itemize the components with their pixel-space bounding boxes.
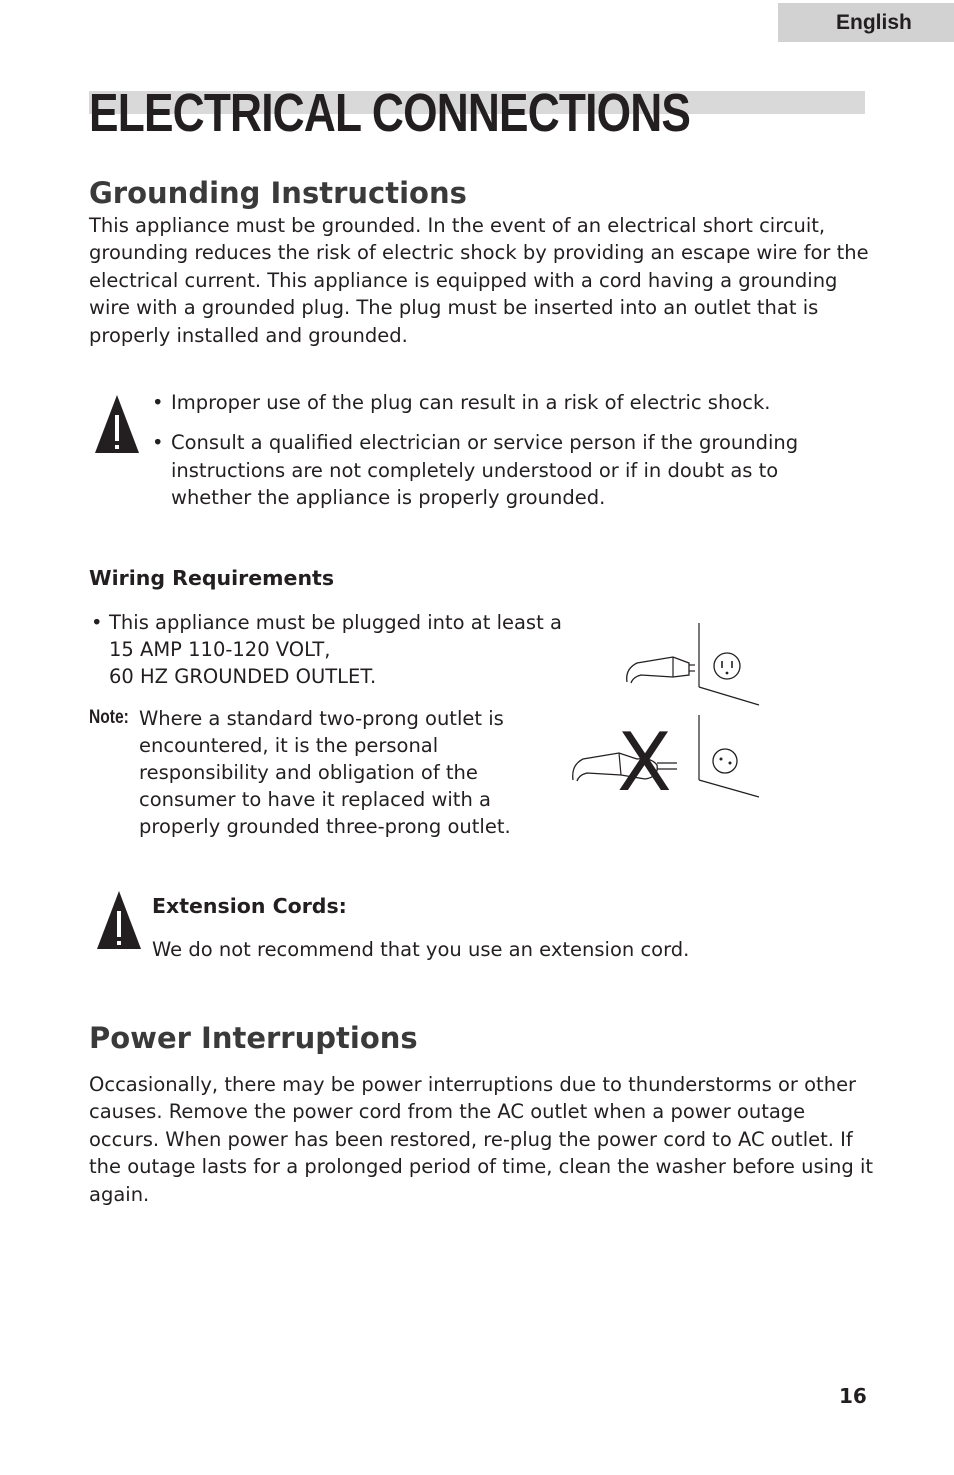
page-title: ELECTRICAL CONNECTIONS [89, 83, 691, 143]
language-tab [778, 3, 954, 42]
power-interruptions-body: Occasionally, there may be power interruptions due to thunderstorms or other causes. Remove the power cord from the AC outlet when a power outage occurs. When power has been restored, re-plug the power cord to AC outlet. If the outage lasts for a prolonged period of time, clean the washer before using it again. [89, 1073, 874, 1206]
power-interruptions-heading: Power Interruptions [89, 1021, 418, 1055]
grounding-warning-list [152, 389, 798, 525]
language-tab-label: English [836, 11, 912, 34]
wiring-heading: Wiring Requirements [89, 566, 335, 590]
grounding-body: This appliance must be grounded. In the event of an electrical short circuit, grounding reduces the risk of electric shock by providing an escape wire for the electrical current. This appliance is equipped with a cord having a grounding wire with a grounded plug. The plug must be inserted into an outlet that is properly installed and grounded. [89, 214, 869, 347]
grounding-heading: Grounding Instructions [89, 176, 467, 210]
plug-outlet-figure [565, 615, 765, 805]
page-number: 16 [839, 1384, 867, 1408]
note-label: Note: [89, 707, 129, 728]
extension-cords-heading: Extension Cords: [152, 894, 347, 918]
warning-triangle-icon [95, 889, 143, 951]
warning-item: • Consult a qualified electrician or service person if the grounding instructions are not completely understood or if in doubt as to whether the appliance is properly grounded. [152, 429, 798, 511]
extension-cords-text: We do not recommend that you use an extension cord. [152, 938, 690, 961]
note-text: Where a standard two-prong outlet is encountered, it is the personal responsibility and obligation of the consumer to have it replaced with a properly grounded three-prong outlet. [139, 707, 511, 838]
warning-item: • Improper use of the plug can result in a risk of electric shock. [152, 389, 798, 416]
warning-triangle-icon [93, 393, 141, 455]
three-prong-plug-icon [627, 623, 759, 705]
wiring-bullet: • This appliance must be plugged into at least a 15 AMP 110-120 VOLT, 60 HZ GROUNDED OUTLET. [89, 609, 589, 690]
cross-out-mark: X [617, 716, 672, 805]
